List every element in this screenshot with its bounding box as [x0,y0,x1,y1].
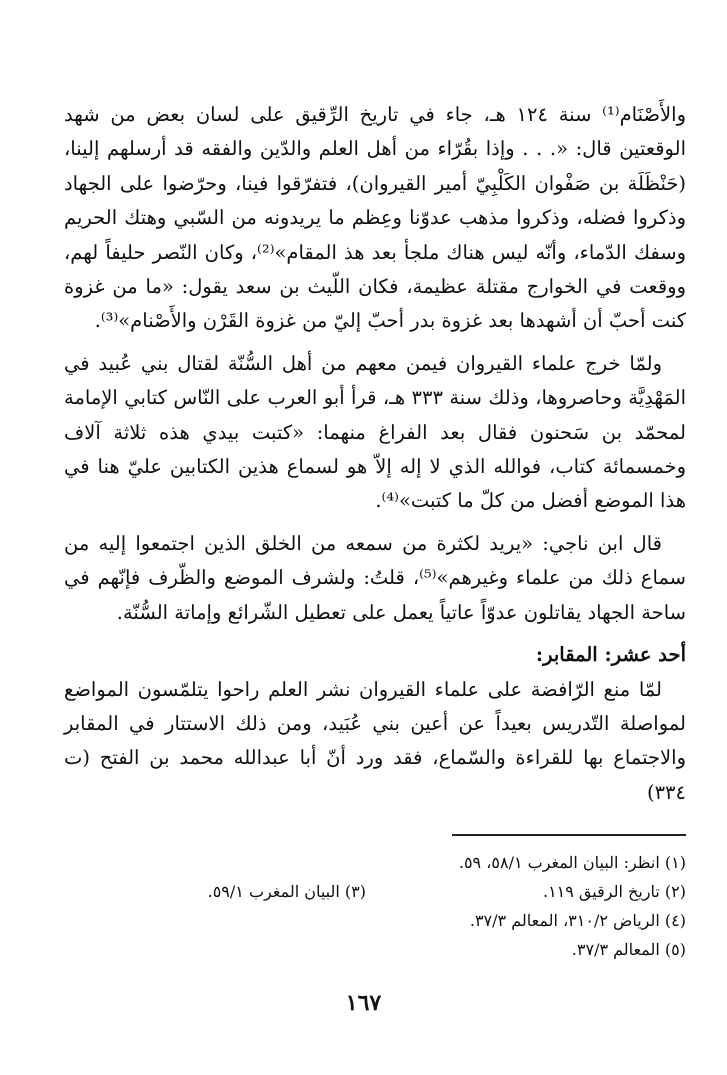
footnote-separator [452,834,686,836]
main-text [64,98,686,810]
paragraph-1: والأَصْنَام⁽¹⁾ سنة ١٢٤ هـ، جاء في تاريخ الرِّقيق على لسان بعض من شهد الوقعتين قال: «. . . وإذا بقُرّاء من أهل العلم والدّين والفقه قد أرسلهم إلينا، (حَنْظَلَة بن صَفْوان الكَلْبِيّ أمير القيروان)، فتفرّقوا فينا، وحرّضوا على الجهاد وذكروا فضله، وذكروا مذهب عدوّنا وعِظم ما يريدونه من السّبي وهتك الحريم وسفك الدّماء، وأنّه ليس هناك ملجأ بعد هذ المقام»⁽²⁾، وكان النّصر حليفاً لهم، ووقعت في الخوارج مقتلة عظيمة، فكان اللّيث بن سعد يقول: «ما من غزوة كنت أحبّ أن أشهدها بعد غزوة بدر أحبّ إليّ من غزوة القَرْن والأَصْنام»⁽³⁾. [64,103,687,333]
footnote-4: (٤) الرياض ٣١٠/٢، المعالم ٣٧/٣. [469,911,686,930]
footnote-1: (١) انظر: البيان المغرب ٥٨/١، ٥٩. [458,853,686,872]
paragraph-3: قال ابن ناجي: «يريد لكثرة من سمعه من الخلق الذين اجتمعوا إليه من سماع ذلك من علماء وغيرهم»⁽⁵⁾، قلتُ: ولشرف الموضع والظّرف فإنّهم في ساحة الجهاد يقاتلون عدوّاً عاتياً يعمل على تعطيل الشّرائع وإماتة السُّنّة. [64,531,686,624]
footnote-row [64,906,686,935]
section-heading: أحد عشر: المقابر: [535,643,686,667]
footnote-5: (٥) المعالم ٣٧/٣. [571,940,686,959]
footnote-2: (٢) تاريخ الرقيق ١١٩. [542,882,686,901]
paragraph-4: لمّا منع الرّافضة على علماء القيروان نشر العلم راحوا يتلمّسون المواضع لمواصلة التّدريس بعيداً عن أعين بني عُبَيد، ومن ذلك الاستتار في المقابر والاجتماع بها للقراءة والسّماع، فقد ورد أنّ أبا عبدالله محمد بن الفتح (ت ٣٣٤) [64,677,686,804]
footnote-row [64,877,686,906]
footnote-row [64,848,686,877]
page-number: ١٦٧ [345,990,382,1016]
footnotes [64,848,686,964]
paragraph-2: ولمّا خرج علماء القيروان فيمن معهم من أهل السُّنّة لقتال بني عُبيد في المَهْدِيَّة وحاصروها، وذلك سنة ٣٣٣ هـ، قرأ أبو العرب على النّاس كتابي الإمامة لمحمّد بن سَحنون فقال بعد الفراغ منهما: «كتبت بيدي هذه ثلاثة آلاف وخمسمائة كتاب، فوالله الذي لا إله إلاّ هو لسماع هذين الكتابين عليّ هنا في هذا الموضع أفضل من كلّ ما كتبت»⁽⁴⁾. [64,351,687,513]
footnote-3: (٣) البيان المغرب ٥٩/١. [207,882,366,901]
footnote-row [64,935,686,964]
